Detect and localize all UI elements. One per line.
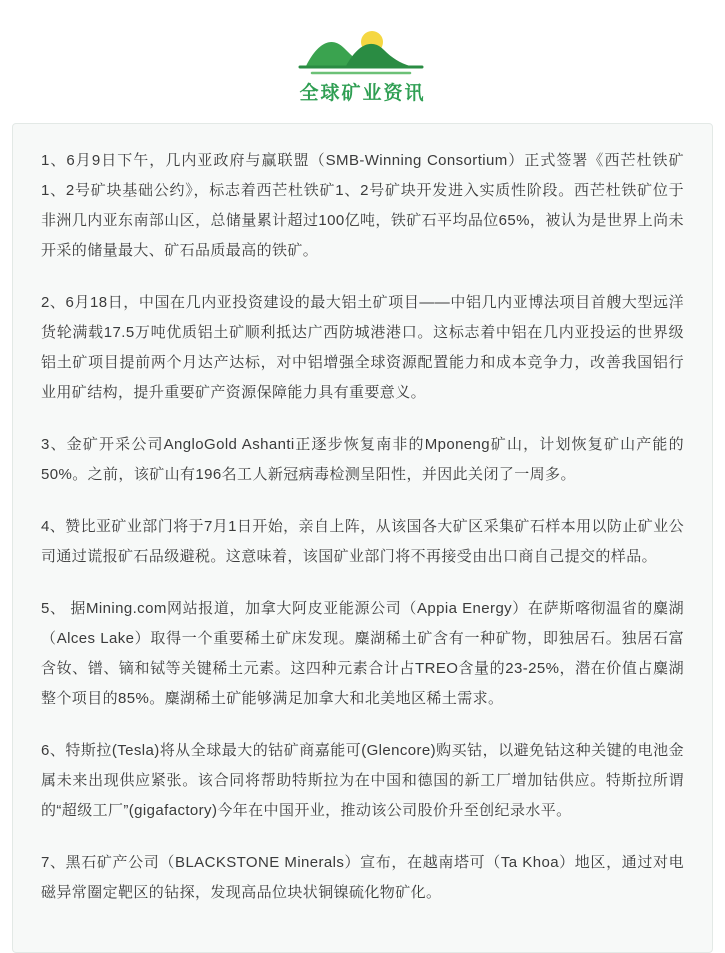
article-paragraph: 1、6月9日下午，几内亚政府与赢联盟（SMB-Winning Consortium）正式签署《西芒杜铁矿1、2号矿块基础公约》，标志着西芒杜铁矿1、2号矿块开发进入实质性阶段。西芒杜铁矿位于非洲几内亚东南部山区，总储量累计超过100亿吨，铁矿石平均品位65%，被认为是世界上尚未开采的储量最大、矿石品质最高的铁矿。 xyxy=(41,152,684,259)
page-header xyxy=(0,0,725,115)
article-paragraph: 3、金矿开采公司AngloGold Ashanti正逐步恢复南非的Mponeng矿山，计划恢复矿山产能的50%。之前，该矿山有196名工人新冠病毒检测呈阳性，并因此关闭了一周多。 xyxy=(41,436,684,483)
article-card xyxy=(12,123,713,953)
site-title: 全球矿业资讯 xyxy=(299,83,426,104)
green-mountain-sun-logo-icon xyxy=(288,22,438,76)
article-paragraph: 7、黑石矿产公司（BLACKSTONE Minerals）宣布，在越南塔可（Ta Khoa）地区，通过对电磁异常圈定靶区的钻探，发现高品位块状铜镍硫化物矿化。 xyxy=(41,854,684,901)
article-paragraph: 2、6月18日，中国在几内亚投资建设的最大铝土矿项目——中铝几内亚博法项目首艘大型远洋货轮满载17.5万吨优质铝土矿顺利抵达广西防城港港口。这标志着中铝在几内亚投运的世界级铝土矿项目提前两个月达产达标，对中铝增强全球资源配置能力和成本竞争力，改善我国铝行业用矿结构，提升重要矿产资源保障能力具有重要意义。 xyxy=(41,294,684,401)
article-paragraph: 6、特斯拉(Tesla)将从全球最大的钴矿商嘉能可(Glencore)购买钴，以避免钴这种关键的电池金属未来出现供应紧张。该合同将帮助特斯拉为在中国和德国的新工厂增加钴供应。特斯拉所谓的“超级工厂”(gigafactory)今年在中国开业，推动该公司股价升至创纪录水平。 xyxy=(41,742,684,819)
article-paragraph: 4、赞比亚矿业部门将于7月1日开始，亲自上阵，从该国各大矿区采集矿石样本用以防止矿业公司通过谎报矿石品级避税。这意味着，该国矿业部门将不再接受由出口商自己提交的样品。 xyxy=(41,518,684,565)
article-paragraph: 5、 据Mining.com网站报道，加拿大阿皮亚能源公司（Appia Energy）在萨斯喀彻温省的麋湖（Alces Lake）取得一个重要稀土矿床发现。麋湖稀土矿含有一种矿物，即独居石。独居石富含钕、镨、镝和铽等关键稀土元素。这四种元素合计占TREO含量的23-25%，潜在价值占麋湖整个项目的85%。麋湖稀土矿能够满足加拿大和北美地区稀土需求。 xyxy=(41,600,684,707)
